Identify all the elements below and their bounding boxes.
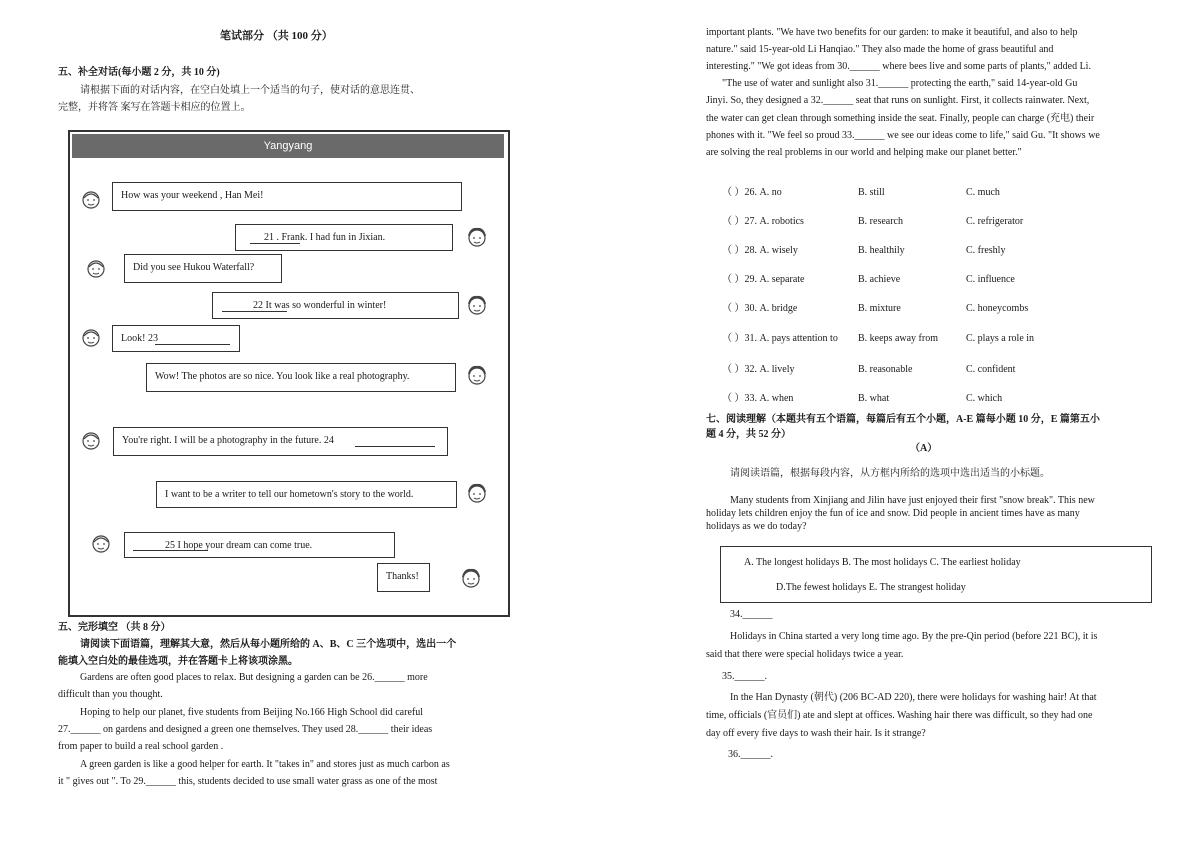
cloze-passage-line: difficult than you thought. [58,689,163,700]
dialogue-line-hanmei-2: Did you see Hukou Waterfall? [124,254,282,283]
heading-options-box [720,546,1152,603]
girl-avatar-icon [80,430,102,452]
dialogue-line-hanmei-1: How was your weekend , Han Mei! [112,182,462,211]
option-c: C. much [966,187,1000,198]
reading-intro-line: holidays as we do today? [706,521,807,532]
section5-title: 五、补全对话(每小题 2 分，共 10 分) [58,67,220,78]
section5-instruction-line1: 请根据下面的对话内容，在空白处填上一个适当的句子，使对话的意思连贯、 [80,85,420,96]
section7-title-line2: 题 4 分，共 52 分） [706,429,791,440]
cloze-passage-line: nature." said 15-year-old Li Hanqiao." They also made the home of grass beautiful and [706,44,1054,55]
girl-avatar-icon [80,189,102,211]
option-b: B. mixture [858,303,901,314]
paragraph-34-line: said that there were special holidays twice a year. [706,649,904,660]
option-b: B. keeps away from [858,333,938,344]
option-row-32: （ ）32. A. lively [722,364,795,375]
option-c: C. which [966,393,1003,404]
blank-line [355,446,435,447]
option-c: C. honeycombs [966,303,1029,314]
dialogue-line-frank-4: I want to be a writer to tell our hometown's story to the world. [156,481,457,508]
option-b: B. reasonable [858,364,913,375]
section7-instruction: 请阅读语篇，根据每段内容，从方框内所给的选项中选出适当的小标题。 [730,468,1050,479]
dialogue-line-frank-2: 22 It was so wonderful in winter! [212,292,459,319]
girl-avatar-icon [85,258,107,280]
cloze-passage-line: important plants. "We have two benefits for our garden: to make it beautiful, and also to help [706,27,1078,38]
dialogue-title-bar: Yangyang [72,134,504,158]
paragraph-35-line: In the Han Dynasty (朝代) (206 BC-AD 220), there were holidays for washing hair! At that [730,692,1097,703]
option-row-31: （ ）31. A. pays attention to [722,333,838,344]
paragraph-35-line: day off every five days to wash their hair. Is it strange? [706,728,926,739]
option-b: B. achieve [858,274,901,285]
boy-avatar-icon [466,482,488,504]
option-c: C. plays a role in [966,333,1035,344]
girl-avatar-icon [80,327,102,349]
question-35: 35.______. [722,671,767,682]
cloze-instruction-line1: 请阅读下面语篇，理解其大意，然后从每小题所给的 A、B、C 三个选项中，选出一个 [80,639,457,650]
dialogue-line-hanmei-4: You're right. I will be a photography in the future. 24 [113,427,448,456]
dialogue-line-frank-5: Thanks! [377,563,430,592]
cloze-passage-line: it " gives out ". To 29.______ this, students decided to use small water grass as one of the most [58,776,438,787]
dialogue-line-hanmei-3: Look! 23 [112,325,240,352]
cloze-passage-line: A green garden is like a good helper for earth. It "takes in" and stores just as much carbon as [80,759,450,770]
heading-options-line2: D.The fewest holidays E. The strangest holiday [776,582,966,593]
option-row-30: （ ）30. A. bridge [722,303,798,314]
cloze-passage-line: are solving the real problems in our world and helping make our planet better." [706,147,1022,158]
cloze-passage-line: Hoping to help our planet, five students from Beijing No.166 High School did careful [80,707,423,718]
section7-subtitle: （A） [910,443,938,454]
reading-intro-line: Many students from Xinjiang and Jilin have just enjoyed their first "snow break". This new [730,495,1095,506]
cloze-passage-line: Gardens are often good places to relax. But designing a garden can be 26.______ more [80,672,428,683]
paragraph-34-line: Holidays in China started a very long time ago. By the pre-Qin period (before 221 BC), it is [730,631,1098,642]
option-row-33: （ ）33. A. when [722,393,794,404]
option-c: C. refrigerator [966,216,1024,227]
paragraph-35-line: time, officials (官员们) ate and slept at offices. Washing hair there was difficult, so they had one [706,710,1093,721]
cloze-passage-line: "The use of water and sunlight also 31.______ protecting the earth," said 14-year-old Gu [722,78,1078,89]
blank-line [250,243,300,244]
cloze-passage-line: from paper to build a real school garden . [58,741,224,752]
question-36: 36.______. [728,749,773,760]
option-row-28: （ ）28. A. wisely [722,245,798,256]
cloze-passage-line: interesting." "We got ideas from 30.______ where bees live and some parts of plants," added Li. [706,61,1091,72]
option-b: B. still [858,187,885,198]
option-row-26: （ ）26. A. no [722,187,782,198]
dialogue-line-frank-1: 21 . Frank. I had fun in Jixian. [235,224,453,251]
option-b: B. research [858,216,903,227]
boy-avatar-icon [466,364,488,386]
option-row-29: （ ）29. A. separate [722,274,805,285]
option-b: B. healthily [858,245,905,256]
cloze-instruction-line2: 能填入空白处的最佳选项，并在答题卡上将该项涂黑。 [58,656,298,667]
dialogue-line-hanmei-5: 25 I hope your dream can come true. [124,532,395,558]
blank-line [155,344,230,345]
option-c: C. influence [966,274,1015,285]
question-34: 34.______ [730,609,773,620]
option-row-27: （ ）27. A. robotics [722,216,804,227]
girl-avatar-icon [90,533,112,555]
cloze-section-title: 五、完形填空 （共 8 分） [58,622,171,633]
cloze-passage-line: the water can get clean through something inside the seat. Finally, people can charge (充电) their [706,113,1095,124]
section7-title-line1: 七、阅读理解（本题共有五个语篇，每篇后有五个小题，A-E 篇每小题 10 分，E 篇第五小 [706,414,1100,425]
boy-avatar-icon [466,226,488,248]
boy-avatar-icon [466,294,488,316]
blank-line [133,550,208,551]
dialogue-line-frank-3: Wow! The photos are so nice. You look like a real photography. [146,363,456,392]
blank-line [222,311,287,312]
cloze-passage-line: phones with it. "We feel so proud 33.______ we see our ideas come to life," said Gu. "It shows we [706,130,1100,141]
section5-instruction-line2: 完整，并将答 案写在答题卡相应的位置上。 [58,102,251,113]
reading-intro-line: holiday lets children enjoy the fun of ice and snow. Did people in ancient times have as many [706,508,1080,519]
option-b: B. what [858,393,890,404]
heading-options-line1: A. The longest holidays B. The most holidays C. The earliest holiday [744,557,1021,568]
option-c: C. confident [966,364,1016,375]
page-header: 笔试部分 （共 100 分） [220,30,333,42]
boy-avatar-icon [460,567,482,589]
cloze-passage-line: Jinyi. So, they designed a 32.______ seat that runs on sunlight. First, it collects rainwater. Next, [706,95,1090,106]
option-c: C. freshly [966,245,1006,256]
cloze-passage-line: 27.______ on gardens and designed a green one themselves. They used 28.______ their ideas [58,724,433,735]
